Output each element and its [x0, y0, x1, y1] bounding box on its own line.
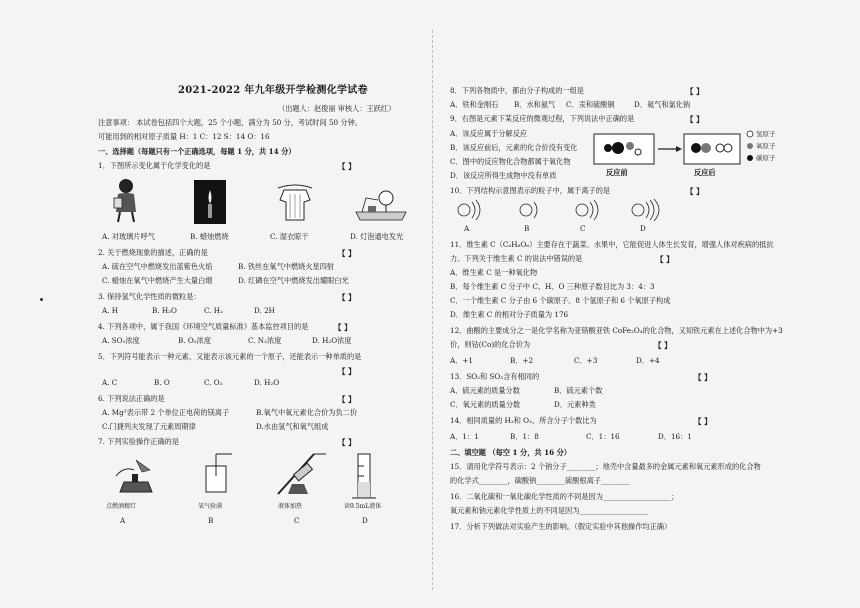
answer-bracket[interactable]: 【 】	[334, 323, 352, 332]
image-caption: 点燃酒精灯	[106, 503, 137, 510]
option: C. O₂	[204, 378, 223, 387]
option: A. 硫在空气中燃烧发出蓝紫色火焰	[102, 262, 213, 271]
option: B. 铁丝在氧气中燃烧火星四射	[238, 262, 335, 271]
option: B．+2	[510, 356, 534, 365]
fill-line[interactable]: 16．二氧化碳和一氧化碳化学性质的不同是因为___________________；	[450, 492, 679, 501]
answer-bracket[interactable]: 【 】	[338, 293, 356, 302]
image-caption: B. 蜡烛燃烧	[190, 232, 229, 241]
question-stem: 5．下列符号能表示一种元素，又能表示该元素的一个原子，还能表示一种单质的是	[98, 352, 362, 361]
answer-bracket[interactable]: 【 】	[694, 373, 712, 382]
option: D. H₂O浓度	[312, 336, 352, 345]
image-caption: 读9.5mL液体	[344, 503, 382, 510]
question-stem: 13．SO₂和 SO₃含有相同的	[450, 372, 540, 381]
answer-bracket[interactable]: 【 】	[686, 115, 704, 124]
answer-bracket[interactable]: 【 】	[686, 87, 704, 96]
image-letter: A	[120, 516, 126, 525]
question-stem: 1．下图所示变化属于化学变化的是	[98, 161, 211, 170]
answer-bracket[interactable]: 【 】	[338, 438, 356, 447]
section-heading: 二、填空题 （每空 1 分，共 16 分）	[450, 448, 571, 457]
image-caption: C. 湿衣晾干	[270, 232, 309, 241]
image-caption: A. 对玻璃片呼气	[102, 232, 155, 241]
question-stem: 3. 保持氢气化学性质的微粒是：	[98, 292, 201, 301]
answer-bracket[interactable]: 【 】	[654, 341, 672, 350]
question-stem: 2. 关于燃烧现象的描述，正确的是	[98, 248, 208, 257]
question-stem: 11．维生素 C（C₆H₈O₆）主要存在于蔬菜、水果中，它能促进人体生长发育，增强人体对疾病的抵抗	[450, 240, 774, 249]
question-stem: 9．右图是元素下某反应的微观过程，下列说法中正确的是	[450, 114, 635, 123]
answer-bracket[interactable]: 【 】	[656, 255, 674, 264]
liquid-heating-icon	[268, 448, 328, 498]
option: B．该反应前后，元素的化合价没有变化	[450, 143, 578, 152]
option: A. SO₂浓度	[102, 336, 140, 345]
question-stem: 7. 下列实验操作正确的是	[98, 437, 180, 446]
blowing-glass-icon	[106, 176, 146, 224]
section-heading: 一、选择题（每题只有一个正确选项，每题 1 分，共 14 分）	[98, 147, 296, 156]
option: D．维生素 C 的相对分子质量为 176	[450, 310, 569, 319]
answer-bracket[interactable]: 【 】	[338, 395, 356, 404]
option: B．硫元素个数	[554, 386, 603, 395]
option: C. H₂	[204, 306, 223, 315]
option: A. Mg²表示带 2 个单位正电荷的镁离子	[102, 408, 230, 417]
image-letter: C	[294, 516, 300, 525]
option: D．+4	[636, 356, 660, 365]
image-caption: 氧气验满	[198, 503, 223, 510]
diagram-label: 反应前	[606, 168, 628, 177]
oxygen-test-icon	[192, 452, 242, 496]
question-stem: 6. 下列说法正确的是	[98, 394, 165, 403]
question-stem: 17．分析下列做法对实验产生的影响。（假定实验中其他操作均正确）	[450, 522, 672, 531]
image-caption: D. 灯泡通电发光	[350, 232, 404, 241]
question-stem: 4. 下列各项中，属于我国《环境空气质量标准》基本监控项目的是	[98, 322, 309, 331]
image-caption: 液体加热	[278, 503, 303, 510]
option: C.门捷列夫发现了元素周期律	[102, 422, 196, 431]
option: D.水由氢气和氧气组成	[256, 422, 329, 431]
exam-note: 可能用到的相对原子质量 H：1 C：12 S：14 O：16	[98, 132, 270, 141]
legend-entry: 碳原子	[756, 154, 776, 162]
light-bulb-icon	[352, 186, 410, 222]
diagram-letter: B	[524, 224, 530, 233]
option: B．每个维生素 C 分子中 C、H、O 三种原子数目比为 3：4：3	[450, 282, 655, 291]
question-stem: 10．下列结构示意图表示的粒子中，属于离子的是	[450, 186, 611, 195]
answer-bracket[interactable]: 【 】	[338, 367, 356, 376]
exam-credits: （出题人：赵俊丽 审核人：王跃红）	[278, 104, 396, 113]
fill-line[interactable]: 氧元素和钠元素化学性质上的不同是因为___________________	[450, 506, 648, 515]
option: C. N₂浓度	[248, 336, 282, 345]
option: A．该反应属于分解反应	[450, 129, 528, 138]
option: D. 2H	[254, 306, 275, 315]
legend-entry: 氢原子	[756, 130, 776, 138]
option: D. H₂O	[254, 378, 280, 387]
binding-hole	[40, 298, 43, 301]
option: B. O	[154, 378, 170, 387]
option: A．1：1	[450, 432, 479, 441]
image-letter: D	[362, 516, 368, 525]
exam-title: 2021-2022 年九年级开学检测化学试卷	[178, 85, 368, 96]
option: C．1：16	[586, 432, 620, 441]
option: D．元素种类	[554, 400, 596, 409]
option: A．铁和金刚石	[450, 100, 499, 109]
page-fold-line	[432, 30, 434, 590]
image-letter: B	[208, 516, 214, 525]
diagram-letter: C	[580, 224, 586, 233]
option: C．+3	[574, 356, 598, 365]
question-stem: 8．下列各物质中，都由分子构成的一组是	[450, 86, 584, 95]
fill-line[interactable]: 15．请用化学符号表示：2 个钠分子________；地壳中含量最多的金属元素和氧元素形成的化合物	[450, 462, 761, 471]
option: A．维生素 C 是一种氧化物	[450, 268, 538, 277]
option: B. H₂O	[152, 306, 177, 315]
option: B．1：8	[510, 432, 539, 441]
lamp-ignite-icon	[112, 456, 160, 496]
answer-bracket[interactable]: 【 】	[686, 187, 704, 196]
cylinder-reading-icon	[348, 452, 388, 502]
fill-line[interactable]: 的化学式________，碳酸钠________硫酸根离子________	[450, 476, 630, 485]
option: A. C	[102, 378, 118, 387]
diagram-letter: D	[640, 224, 646, 233]
option: D．氦气和氯化钠	[634, 100, 691, 109]
answer-bracket[interactable]: 【 】	[338, 162, 356, 171]
atom-legend	[746, 130, 754, 170]
legend-entry: 氧原子	[756, 142, 776, 150]
atom-structure-diagrams	[450, 198, 690, 222]
question-stem: 12．曲酸的主要成分之一是化学名称为亚铬酸亚铁 CoFe₂O₄的化合物，又知铁元素在上述化合物中为+3	[450, 326, 783, 335]
option: C．一个维生素 C 分子由 6 个碳原子、8 个氢原子和 6 个氧原子构成	[450, 296, 671, 305]
option: B．水和氨气	[514, 100, 556, 109]
candle-icon	[194, 180, 226, 224]
exam-note: 注意事项： 本试卷包括四个大题，25 个小题，满分为 50 分，考试时间 50 分钟。	[98, 118, 362, 127]
diagram-letter: A	[464, 224, 470, 233]
answer-bracket[interactable]: 【 】	[694, 417, 712, 426]
option: A．硫元素的质量分数	[450, 386, 520, 395]
option: A．+1	[450, 356, 473, 365]
option: C．图中的反应物化合物都属于氧化物	[450, 157, 571, 166]
option: C．氧元素的质量分数	[450, 400, 521, 409]
drying-clothes-icon	[274, 180, 316, 226]
option: C．汞和硫酸铜	[566, 100, 615, 109]
diagram-label: 反应后	[694, 168, 716, 177]
question-stem: 14．相同质量的 H₂和 O₂，所含分子个数比为	[450, 416, 597, 425]
question-stem: 价，则钴(Co)的化合价为	[450, 340, 531, 349]
option: D．该反应所得生成物中没有单质	[450, 171, 557, 180]
option: D．16：1	[658, 432, 692, 441]
option: A. H	[102, 306, 119, 315]
option: B. O₂浓度	[178, 336, 212, 345]
answer-bracket[interactable]: 【 】	[338, 249, 356, 258]
option: C. 蜡烛在氧气中燃烧产生大量白烟	[102, 276, 213, 285]
option: B.氧气中氧元素化合价为负二价	[256, 408, 358, 417]
question-stem: 力。下列关于维生素 C 的说法中错误的是	[450, 254, 583, 263]
option: D. 红磷在空气中燃烧发出耀眼白光	[238, 276, 349, 285]
